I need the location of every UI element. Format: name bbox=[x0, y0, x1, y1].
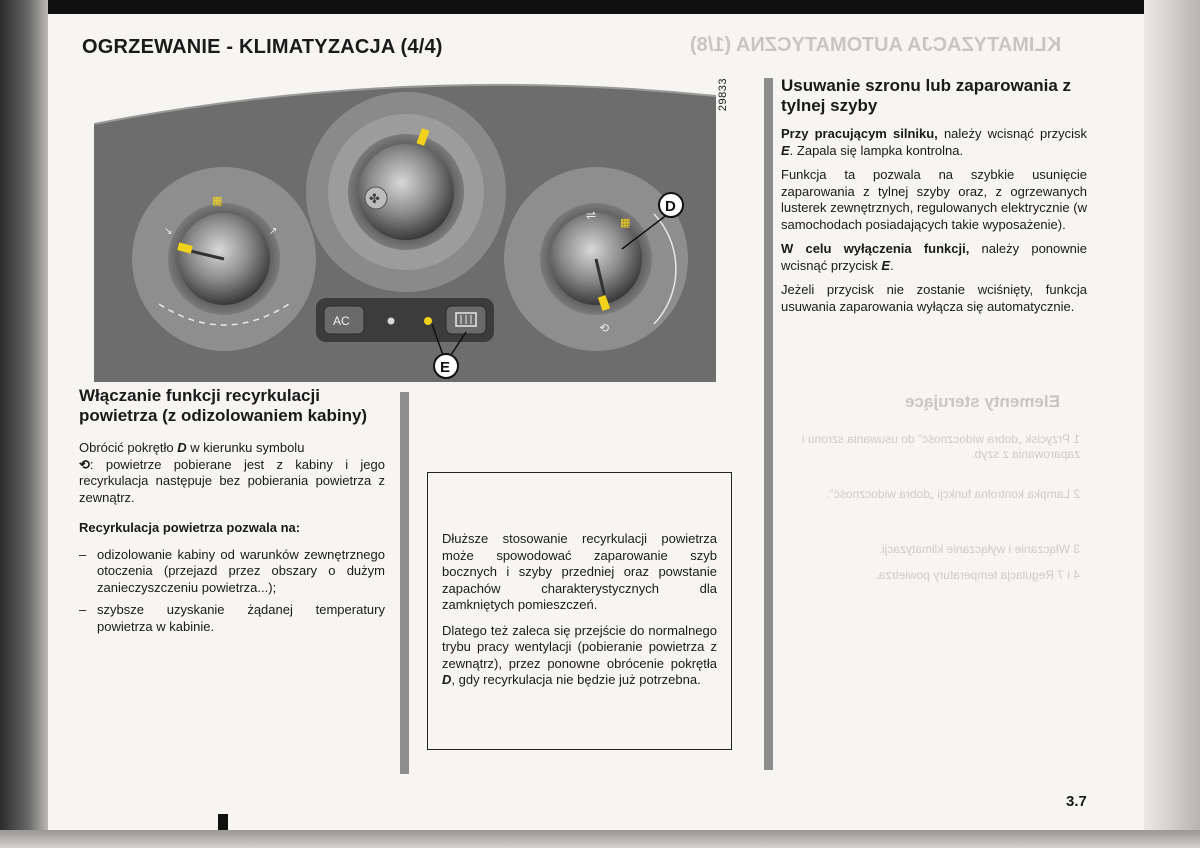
left-column bbox=[79, 386, 385, 641]
page-number: 3.7 bbox=[1066, 793, 1087, 810]
recirculation-heading: Włączanie funkcji recyrkulacji powietrza (z odizolowaniem kabiny) bbox=[79, 386, 368, 425]
top-dark-band bbox=[0, 0, 1200, 14]
intro-text-a: Obrócić pokrętło bbox=[79, 440, 178, 455]
bleed-line-3: 3 Włączanie i wyłączanie klimatyzacji. bbox=[878, 542, 1080, 556]
p1-text-b: należy wcisnąć przycisk bbox=[937, 126, 1087, 141]
switch-off-label: W celu wyłączenia funkcji, bbox=[781, 241, 970, 256]
recirculation-intro bbox=[79, 440, 385, 506]
note-text-c: , gdy recyrkulacja nie będzie już potrzebna. bbox=[451, 672, 701, 687]
list-item: – szybsze uzyskanie żądanej temperatury powietrza w kabinie. bbox=[79, 602, 385, 634]
note-paragraph-1: Dłuższe stosowanie recyrkulacji powietrza może spowodować zaparowanie szyb bocznych i szyby przedniej oraz powstanie zapachów charakterystycznych dla zamkniętych pomieszczeń. bbox=[442, 531, 717, 612]
right-column bbox=[781, 76, 1087, 323]
rear-defrost-button-e[interactable] bbox=[446, 306, 486, 334]
ac-indicator-lamp bbox=[388, 318, 395, 325]
rear-defrost-lamp bbox=[424, 317, 432, 325]
note-text-a: Dlatego też zaleca się przejście do normalnego trybu pracy wentylacji (pobieranie powietrza z zewnątrz), przez ponowne obrócenie pokrętła bbox=[442, 622, 717, 671]
page-title: OGRZEWANIE - KLIMATYZACJA (4/4) bbox=[82, 36, 443, 58]
intro-knob-d: D bbox=[177, 440, 187, 455]
intro-text-c: w kierunku symbolu bbox=[186, 440, 305, 455]
engine-running-label: Przy pracującym silniku, bbox=[781, 126, 938, 141]
page-marker bbox=[218, 814, 228, 830]
note-paragraph-2 bbox=[442, 623, 717, 689]
p3-button-e: E bbox=[881, 257, 891, 273]
column-rule-1 bbox=[400, 392, 409, 774]
ac-button[interactable] bbox=[324, 306, 364, 334]
bleed-heading: Elementy sterujące bbox=[905, 392, 1060, 411]
defrost-paragraph-3 bbox=[781, 241, 1087, 274]
list-item: – odizolowanie kabiny od warunków zewnętrznego otoczenia (przejazd przez obszary o dużym zanieczyszczeniu powietrza...); bbox=[79, 546, 385, 595]
intro-text-d: : powietrze pobierane jest z kabiny i jego recyrkulacja następuje bez pobierania powietrza z zewnątrz. bbox=[79, 456, 385, 505]
callout-d-label: D bbox=[665, 198, 676, 215]
bleed-line-2: 2 Lampka kontrolna funkcji „dobra widoczność”. bbox=[826, 487, 1080, 501]
defrost-heading: Usuwanie szronu lub zaparowania z tylnej szyby bbox=[781, 76, 1071, 115]
p1-text-d: . Zapala się lampka kontrolna. bbox=[789, 142, 964, 158]
list-item-text-2: szybsze uzyskanie żądanej temperatury powietrza w kabinie. bbox=[97, 602, 385, 634]
note-knob-d: D bbox=[442, 672, 452, 687]
figure-number: 29833 bbox=[717, 78, 729, 112]
fan-speed-knob[interactable] bbox=[306, 92, 506, 292]
svg-text:↘: ↘ bbox=[164, 226, 173, 237]
column-rule-2 bbox=[764, 78, 773, 770]
p3-text-d: . bbox=[890, 257, 894, 273]
p1-button-e: E bbox=[781, 142, 790, 158]
bleed-title: KLIMATYZACJA AUTOMATYCZNA (1/8) bbox=[690, 34, 1062, 56]
defrost-paragraph-2: Funkcja ta pozwala na szybkie usunięcie zaparowania z tylnej szyby oraz, z ogrzewanych lusterek zewnętrznych, regulowanych elektrycznie (w samochodach posiadających takie wyposażenie). bbox=[781, 167, 1087, 232]
bleed-line-4: 4 i 7 Regulacja temperatury powietrza. bbox=[875, 568, 1080, 582]
bleed-line-1: 1 Przycisk „dobra widoczność” do usuwania szronu i zaparowania z szyb. bbox=[801, 432, 1080, 461]
p3-text-b: należy ponownie wcisnąć przycisk bbox=[781, 241, 1087, 273]
book-edge-right bbox=[1144, 0, 1200, 848]
svg-text:↗: ↗ bbox=[269, 226, 278, 237]
recirculation-knob-d[interactable] bbox=[504, 167, 688, 351]
svg-text:▦: ▦ bbox=[212, 194, 223, 207]
recirculation-subheading: Recyrkulacja powietrza pozwala na: bbox=[79, 520, 301, 535]
defrost-paragraph-4: Jeżeli przycisk nie zostanie wciśnięty, funkcja usuwania zaparowania wyłącza się automatycznie. bbox=[781, 282, 1087, 314]
control-panel-illustration bbox=[94, 74, 716, 382]
svg-text:⟲: ⟲ bbox=[599, 321, 610, 335]
warning-note-box bbox=[427, 472, 732, 750]
svg-text:⇌: ⇌ bbox=[586, 208, 597, 222]
svg-text:✤: ✤ bbox=[369, 192, 380, 207]
book-gutter-left bbox=[0, 0, 48, 848]
callout-e-label: E bbox=[440, 359, 451, 376]
svg-text:▦: ▦ bbox=[620, 216, 631, 229]
ac-button-label: AC bbox=[333, 314, 350, 328]
defrost-paragraph-1 bbox=[781, 126, 1087, 159]
bottom-band bbox=[0, 830, 1200, 848]
recirculation-symbol-icon: ⟲ bbox=[79, 456, 90, 472]
temperature-knob[interactable] bbox=[132, 167, 316, 351]
list-item-text-1: odizolowanie kabiny od warunków zewnętrznego otoczenia (przejazd przez obszary o dużym zanieczyszczeniu powietrza...); bbox=[97, 546, 385, 595]
